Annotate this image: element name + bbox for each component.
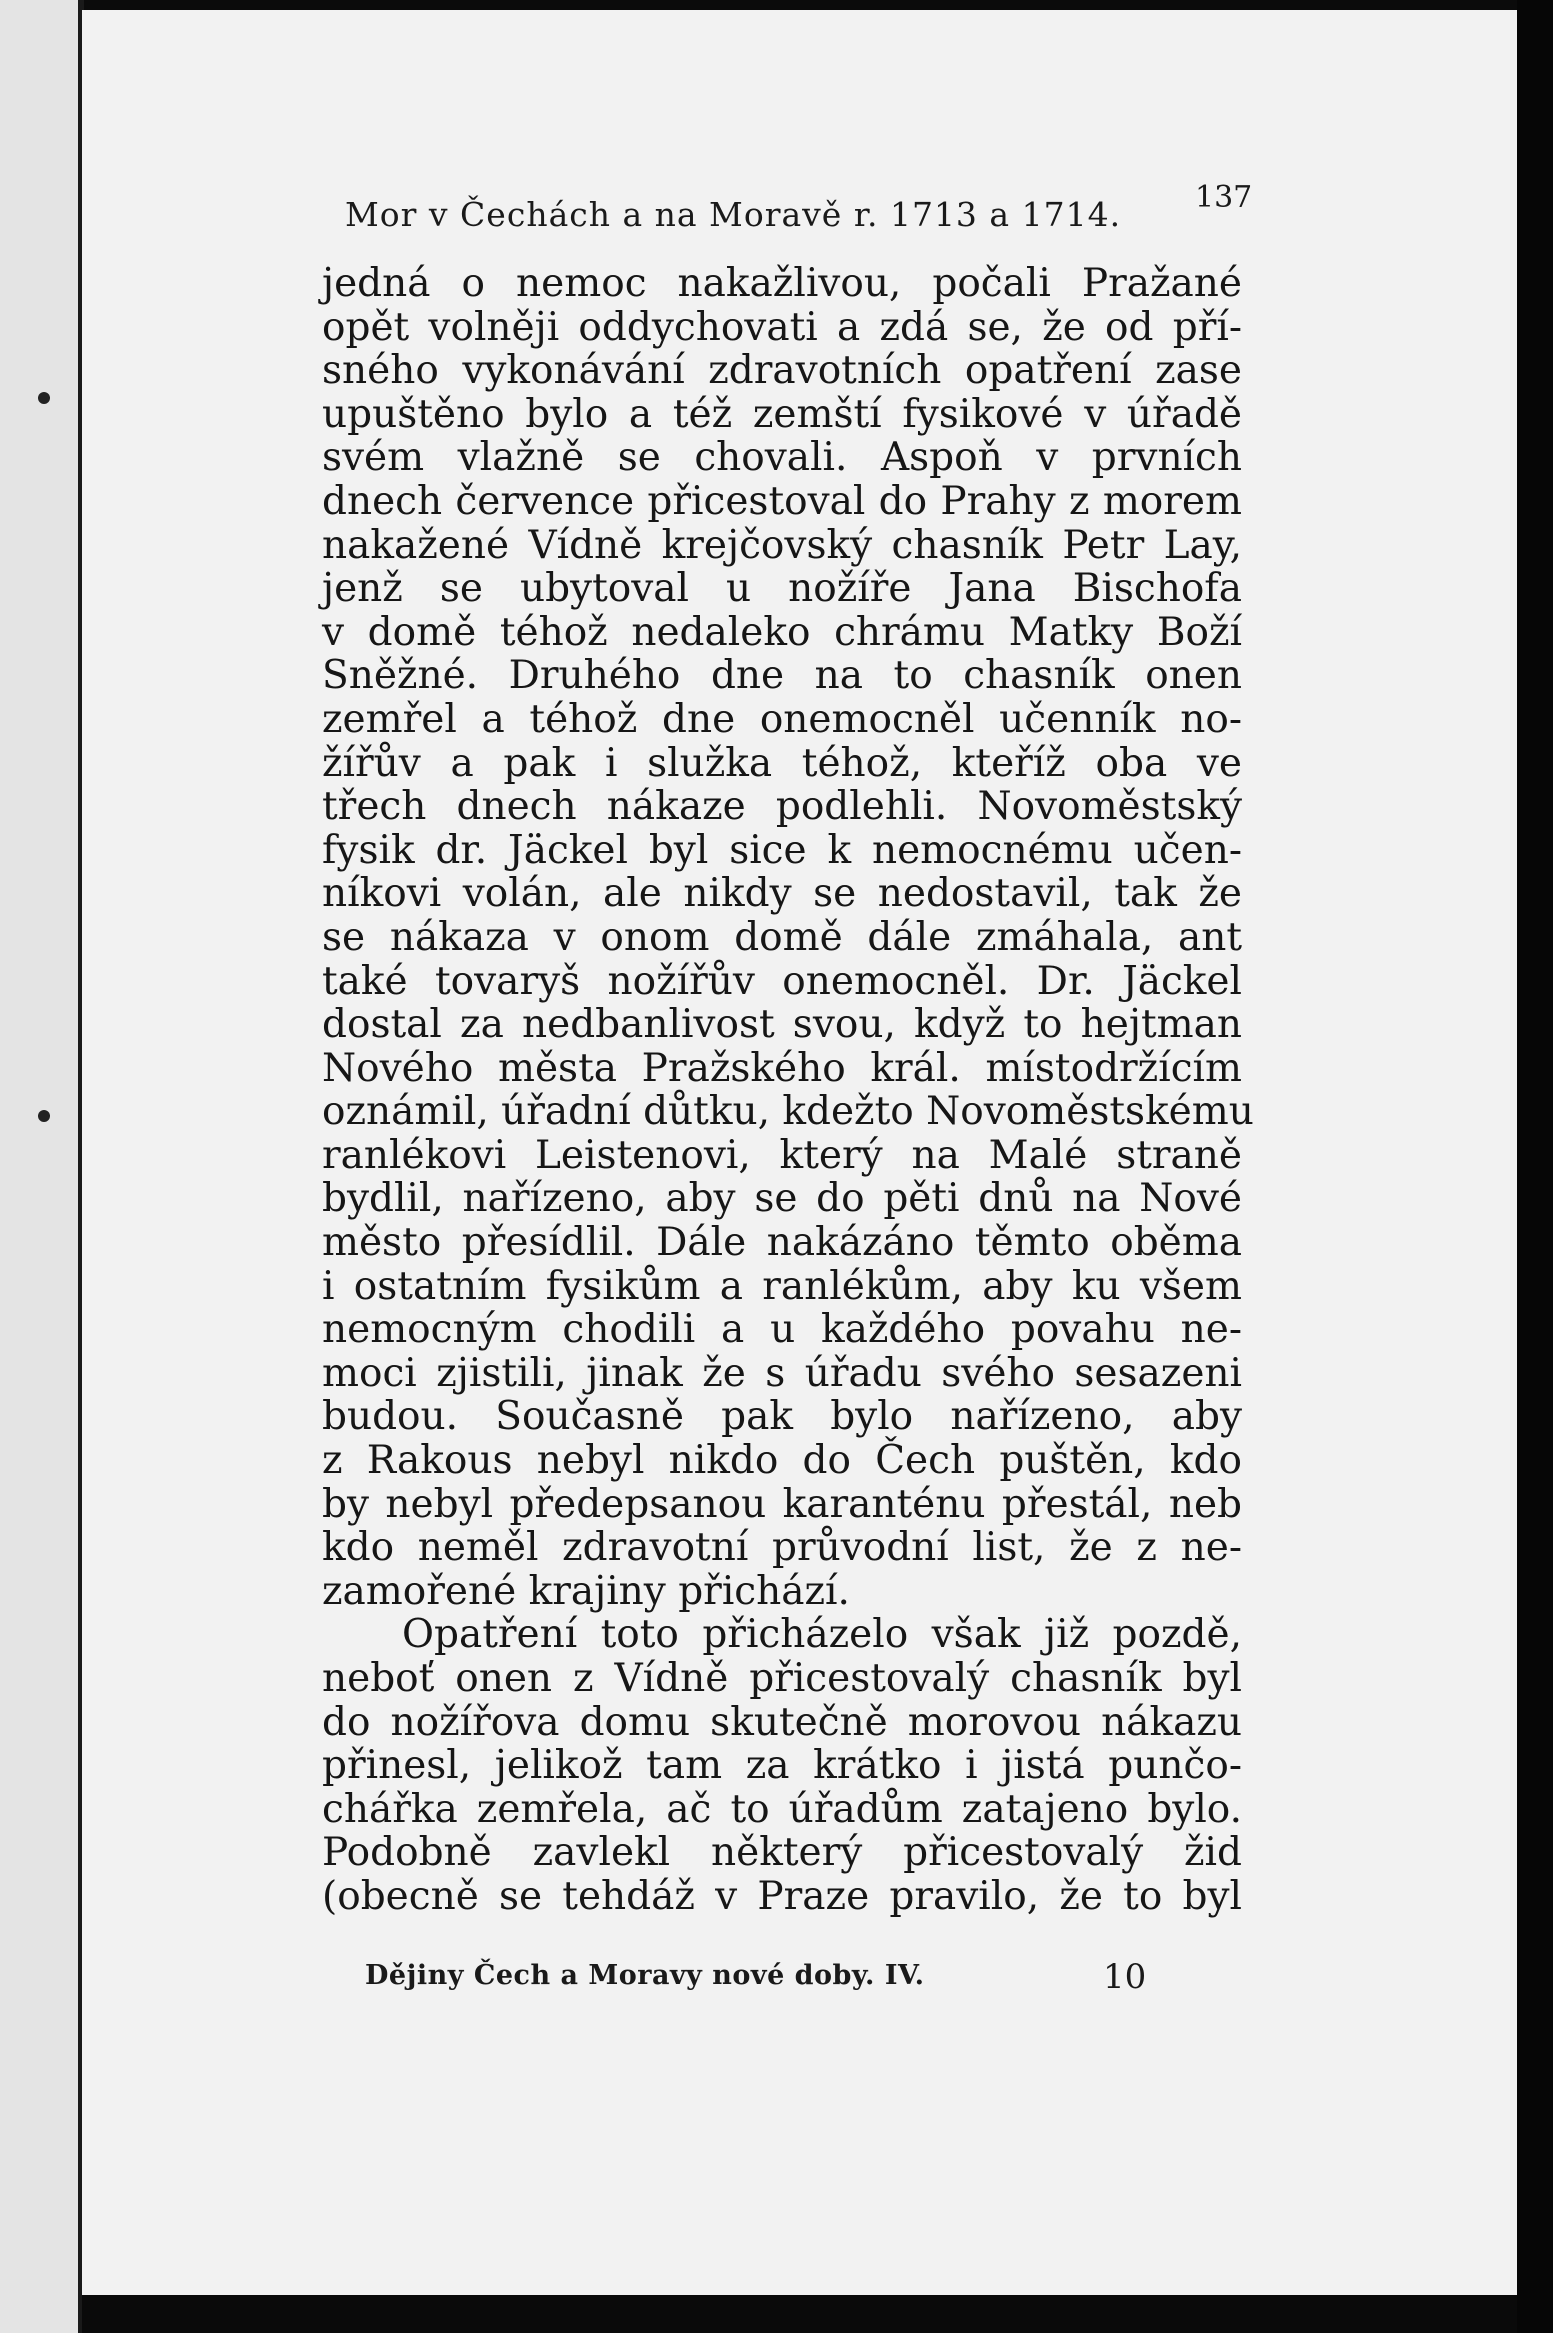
- text-line: dnech července přicestoval do Prahy z morem: [322, 478, 1242, 524]
- text-line: kdo neměl zdravotní průvodní list, že z ne-: [322, 1525, 1242, 1571]
- text-line: přinesl, jelikož tam za krátko i jistá punčo-: [322, 1743, 1242, 1789]
- text-line: by nebyl předepsanou karanténu přestál, neb: [322, 1481, 1242, 1527]
- text-line: budou. Současně pak bylo nařízeno, aby: [322, 1394, 1242, 1440]
- text-line: i ostatním fysikům a ranlékům, aby ku všem: [322, 1263, 1242, 1309]
- text-line: sného vykonávání zdravotních opatření zase: [322, 348, 1242, 394]
- text-line: v domě téhož nedaleko chrámu Matky Boží: [322, 609, 1242, 655]
- text-line: (obecně se tehdáž v Praze pravilo, že to byl: [322, 1873, 1242, 1919]
- text-line: nakažené Vídně krejčovský chasník Petr Lay,: [322, 522, 1242, 568]
- sheet-number: 10: [1103, 1957, 1147, 1997]
- text-line: Podobně zavlekl některý přicestovalý žid: [322, 1830, 1242, 1876]
- text-line: dostal za nedbanlivost svou, když to hejtman: [322, 1002, 1242, 1048]
- text-line: oznámil, úřadní důtku, kdežto Novoměstskému: [322, 1089, 1254, 1135]
- page-number: 137: [1195, 180, 1253, 215]
- facing-page-edge: [0, 0, 82, 2333]
- running-header: Mor v Čechách a na Moravě r. 1713 a 1714.: [345, 195, 1122, 234]
- text-line: zemřel a téhož dne onemocněl učenník no-: [322, 696, 1242, 742]
- text-line: žířův a pak i služka téhož, kteříž oba ve: [322, 740, 1242, 786]
- margin-mark: [38, 1110, 50, 1122]
- page-bottom-edge: [82, 2295, 1517, 2333]
- body-text: [322, 261, 1254, 1919]
- signature-mark: Dějiny Čech a Moravy nové doby. IV.: [365, 1960, 925, 1991]
- text-line: bydlil, nařízeno, aby se do pěti dnů na Nové: [322, 1176, 1242, 1222]
- text-line: do nožířova domu skutečně morovou nákazu: [322, 1699, 1242, 1745]
- text-line: moci zjistili, jinak že s úřadu svého sesazeni: [322, 1350, 1242, 1396]
- text-line: upuštěno bylo a též zemští fysikové v úřadě: [322, 391, 1242, 437]
- text-line: níkovi volán, ale nikdy se nedostavil, tak že: [322, 871, 1242, 917]
- paragraph-end-line: zamořené krajiny přichází.: [322, 1568, 850, 1614]
- text-line: třech dnech nákaze podlehli. Novoměstský: [322, 784, 1242, 830]
- text-line: Sněžné. Druhého dne na to chasník onen: [322, 653, 1242, 699]
- text-line: neboť onen z Vídně přicestovalý chasník byl: [322, 1656, 1242, 1701]
- margin-mark: [38, 392, 50, 404]
- text-line: z Rakous nebyl nikdo do Čech puštěn, kdo: [322, 1438, 1242, 1484]
- text-line: jenž se ubytoval u nožíře Jana Bischofa: [322, 566, 1242, 612]
- text-line: jedná o nemoc nakažlivou, počali Pražané: [322, 261, 1242, 306]
- text-line: opět volněji oddychovati a zdá se, že od pří-: [322, 304, 1242, 350]
- page-right-edge: [1517, 0, 1553, 2333]
- text-line: se nákaza v onom domě dále zmáhala, ant: [322, 914, 1242, 960]
- text-line: fysik dr. Jäckel byl sice k nemocnému učen-: [322, 827, 1242, 873]
- text-line: svém vlažně se chovali. Aspoň v prvních: [322, 435, 1242, 481]
- paragraph-start-line: Opatření toto přicházelo však již pozdě,: [402, 1612, 1242, 1658]
- text-line: také tovaryš nožířův onemocněl. Dr. Jäckel: [322, 958, 1242, 1004]
- text-line: chářka zemřela, ač to úřadům zatajeno bylo.: [322, 1786, 1242, 1832]
- text-line: město přesídlil. Dále nakázáno těmto oběma: [322, 1220, 1242, 1266]
- text-line: nemocným chodili a u každého povahu ne-: [322, 1307, 1242, 1353]
- text-line: Nového města Pražského král. místodržícím: [322, 1045, 1242, 1091]
- text-line: ranlékovi Leistenovi, který na Malé straně: [322, 1132, 1242, 1178]
